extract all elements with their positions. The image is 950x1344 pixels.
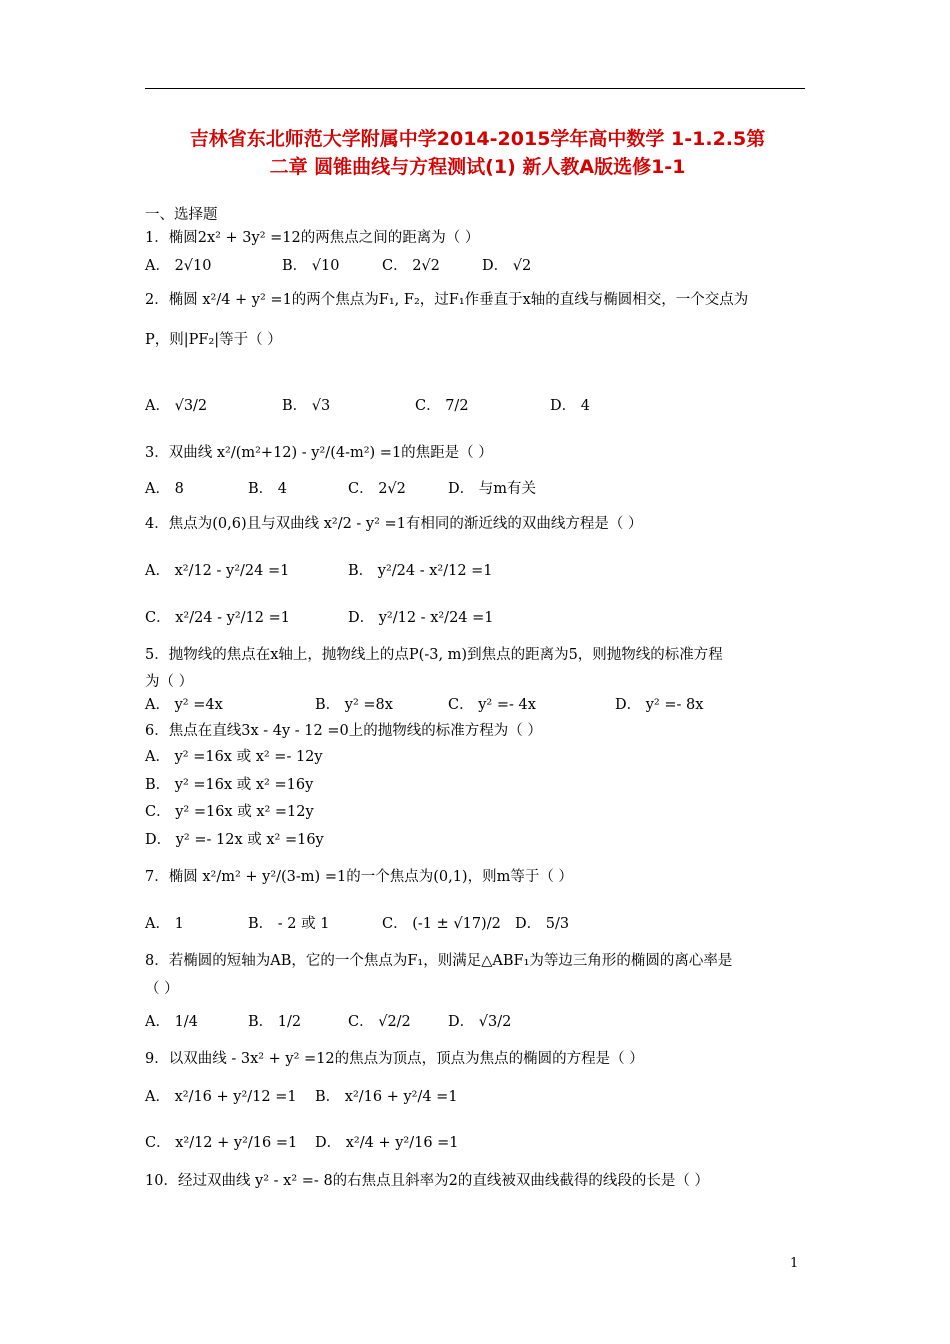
q4-option-d: D． y²/12 - x²/24 =1 [348, 610, 494, 626]
q5-option-b: B． y² =8x [315, 697, 393, 713]
q9-option-b: B． x²/16 + y²/4 =1 [315, 1089, 458, 1105]
q4-option-a: A． x²/12 - y²/24 =1 [145, 563, 290, 579]
q4-option-c: C． x²/24 - y²/12 =1 [145, 610, 290, 626]
q9-option-c: C． x²/12 + y²/16 =1 [145, 1135, 298, 1151]
q6-option-a: A． y² =16x 或 x² =- 12y [145, 749, 323, 765]
q1-option-d: D． √2 [482, 258, 532, 274]
q8-option-b: B． 1/2 [248, 1014, 302, 1030]
q8-option-a: A． 1/4 [145, 1014, 198, 1030]
q1-option-b: B． √10 [282, 258, 340, 274]
q2-stem-2: P，则|PF₂|等于（ ） [145, 332, 282, 348]
q5-option-d: D． y² =- 8x [615, 697, 704, 713]
q3-option-a: A． 8 [145, 481, 184, 497]
title-line-1: 吉林省东北师范大学附属中学2014-2015学年高中数学 1-1.2.5第 [189, 128, 766, 150]
q2-option-c: C． 7/2 [415, 398, 469, 414]
q3-stem: 3．双曲线 x²/(m²+12) - y²/(4-m²) =1的焦距是（ ） [145, 445, 493, 461]
q2-option-d: D． 4 [550, 398, 590, 414]
title-line-2: 二章 圆锥曲线与方程测试(1) 新人教A版选修1-1 [269, 156, 686, 178]
q2-stem-1: 2．椭圆 x²/4 + y² =1的两个焦点为F₁, F₂，过F₁作垂直于x轴的直线与椭圆相交，一个交点为 [145, 292, 749, 308]
q8-stem-2: （ ） [145, 981, 179, 997]
q7-option-c: C． (-1 ± √17)/2 [382, 916, 501, 932]
header-rule [145, 88, 805, 89]
q7-option-a: A． 1 [145, 916, 184, 932]
q2-option-a: A． √3/2 [145, 398, 208, 414]
q7-option-d: D． 5/3 [515, 916, 570, 932]
q9-option-a: A． x²/16 + y²/12 =1 [145, 1089, 297, 1105]
q7-option-b: B． - 2 或 1 [248, 916, 330, 932]
q5-option-a: A． y² =4x [145, 697, 223, 713]
q7-stem: 7．椭圆 x²/m² + y²/(3-m) =1的一个焦点为(0,1)，则m等于（ ） [145, 869, 573, 885]
q5-option-c: C． y² =- 4x [448, 697, 536, 713]
q10-stem: 10．经过双曲线 y² - x² =- 8的右焦点且斜率为2的直线被双曲线截得的线段的长是（ ） [145, 1173, 709, 1189]
q3-option-d: D． 与m有关 [448, 481, 536, 497]
q5-stem-1: 5．抛物线的焦点在x轴上，抛物线上的点P(-3, m)到焦点的距离为5，则抛物线的标准方程 [145, 647, 723, 663]
section-heading: 一、选择题 [145, 207, 218, 223]
q8-stem-1: 8．若椭圆的短轴为AB，它的一个焦点为F₁，则满足△ABF₁为等边三角形的椭圆的离心率是 [145, 953, 733, 969]
q6-stem: 6．焦点在直线3x - 4y - 12 =0上的抛物线的标准方程为（ ） [145, 723, 542, 739]
q3-option-c: C． 2√2 [348, 481, 406, 497]
q3-option-b: B． 4 [248, 481, 287, 497]
q4-stem: 4．焦点为(0,6)且与双曲线 x²/2 - y² =1有相同的渐近线的双曲线方程是（ ） [145, 516, 643, 532]
q8-option-d: D． √3/2 [448, 1014, 512, 1030]
q9-stem: 9．以双曲线 - 3x² + y² =12的焦点为顶点，顶点为焦点的椭圆的方程是（ ） [145, 1051, 644, 1067]
q4-option-b: B． y²/24 - x²/12 =1 [348, 563, 493, 579]
q5-stem-2: 为（ ） [145, 674, 194, 690]
page-number: 1 [790, 1256, 799, 1271]
q6-option-c: C． y² =16x 或 x² =12y [145, 804, 314, 820]
q8-option-c: C． √2/2 [348, 1014, 411, 1030]
q1-stem: 1．椭圆2x² + 3y² =12的两焦点之间的距离为（ ） [145, 230, 480, 246]
q1-option-a: A． 2√10 [145, 258, 212, 274]
q1-option-c: C． 2√2 [382, 258, 440, 274]
q6-option-d: D． y² =- 12x 或 x² =16y [145, 832, 324, 848]
q2-option-b: B． √3 [282, 398, 331, 414]
q6-option-b: B． y² =16x 或 x² =16y [145, 777, 314, 793]
q9-option-d: D． x²/4 + y²/16 =1 [315, 1135, 459, 1151]
